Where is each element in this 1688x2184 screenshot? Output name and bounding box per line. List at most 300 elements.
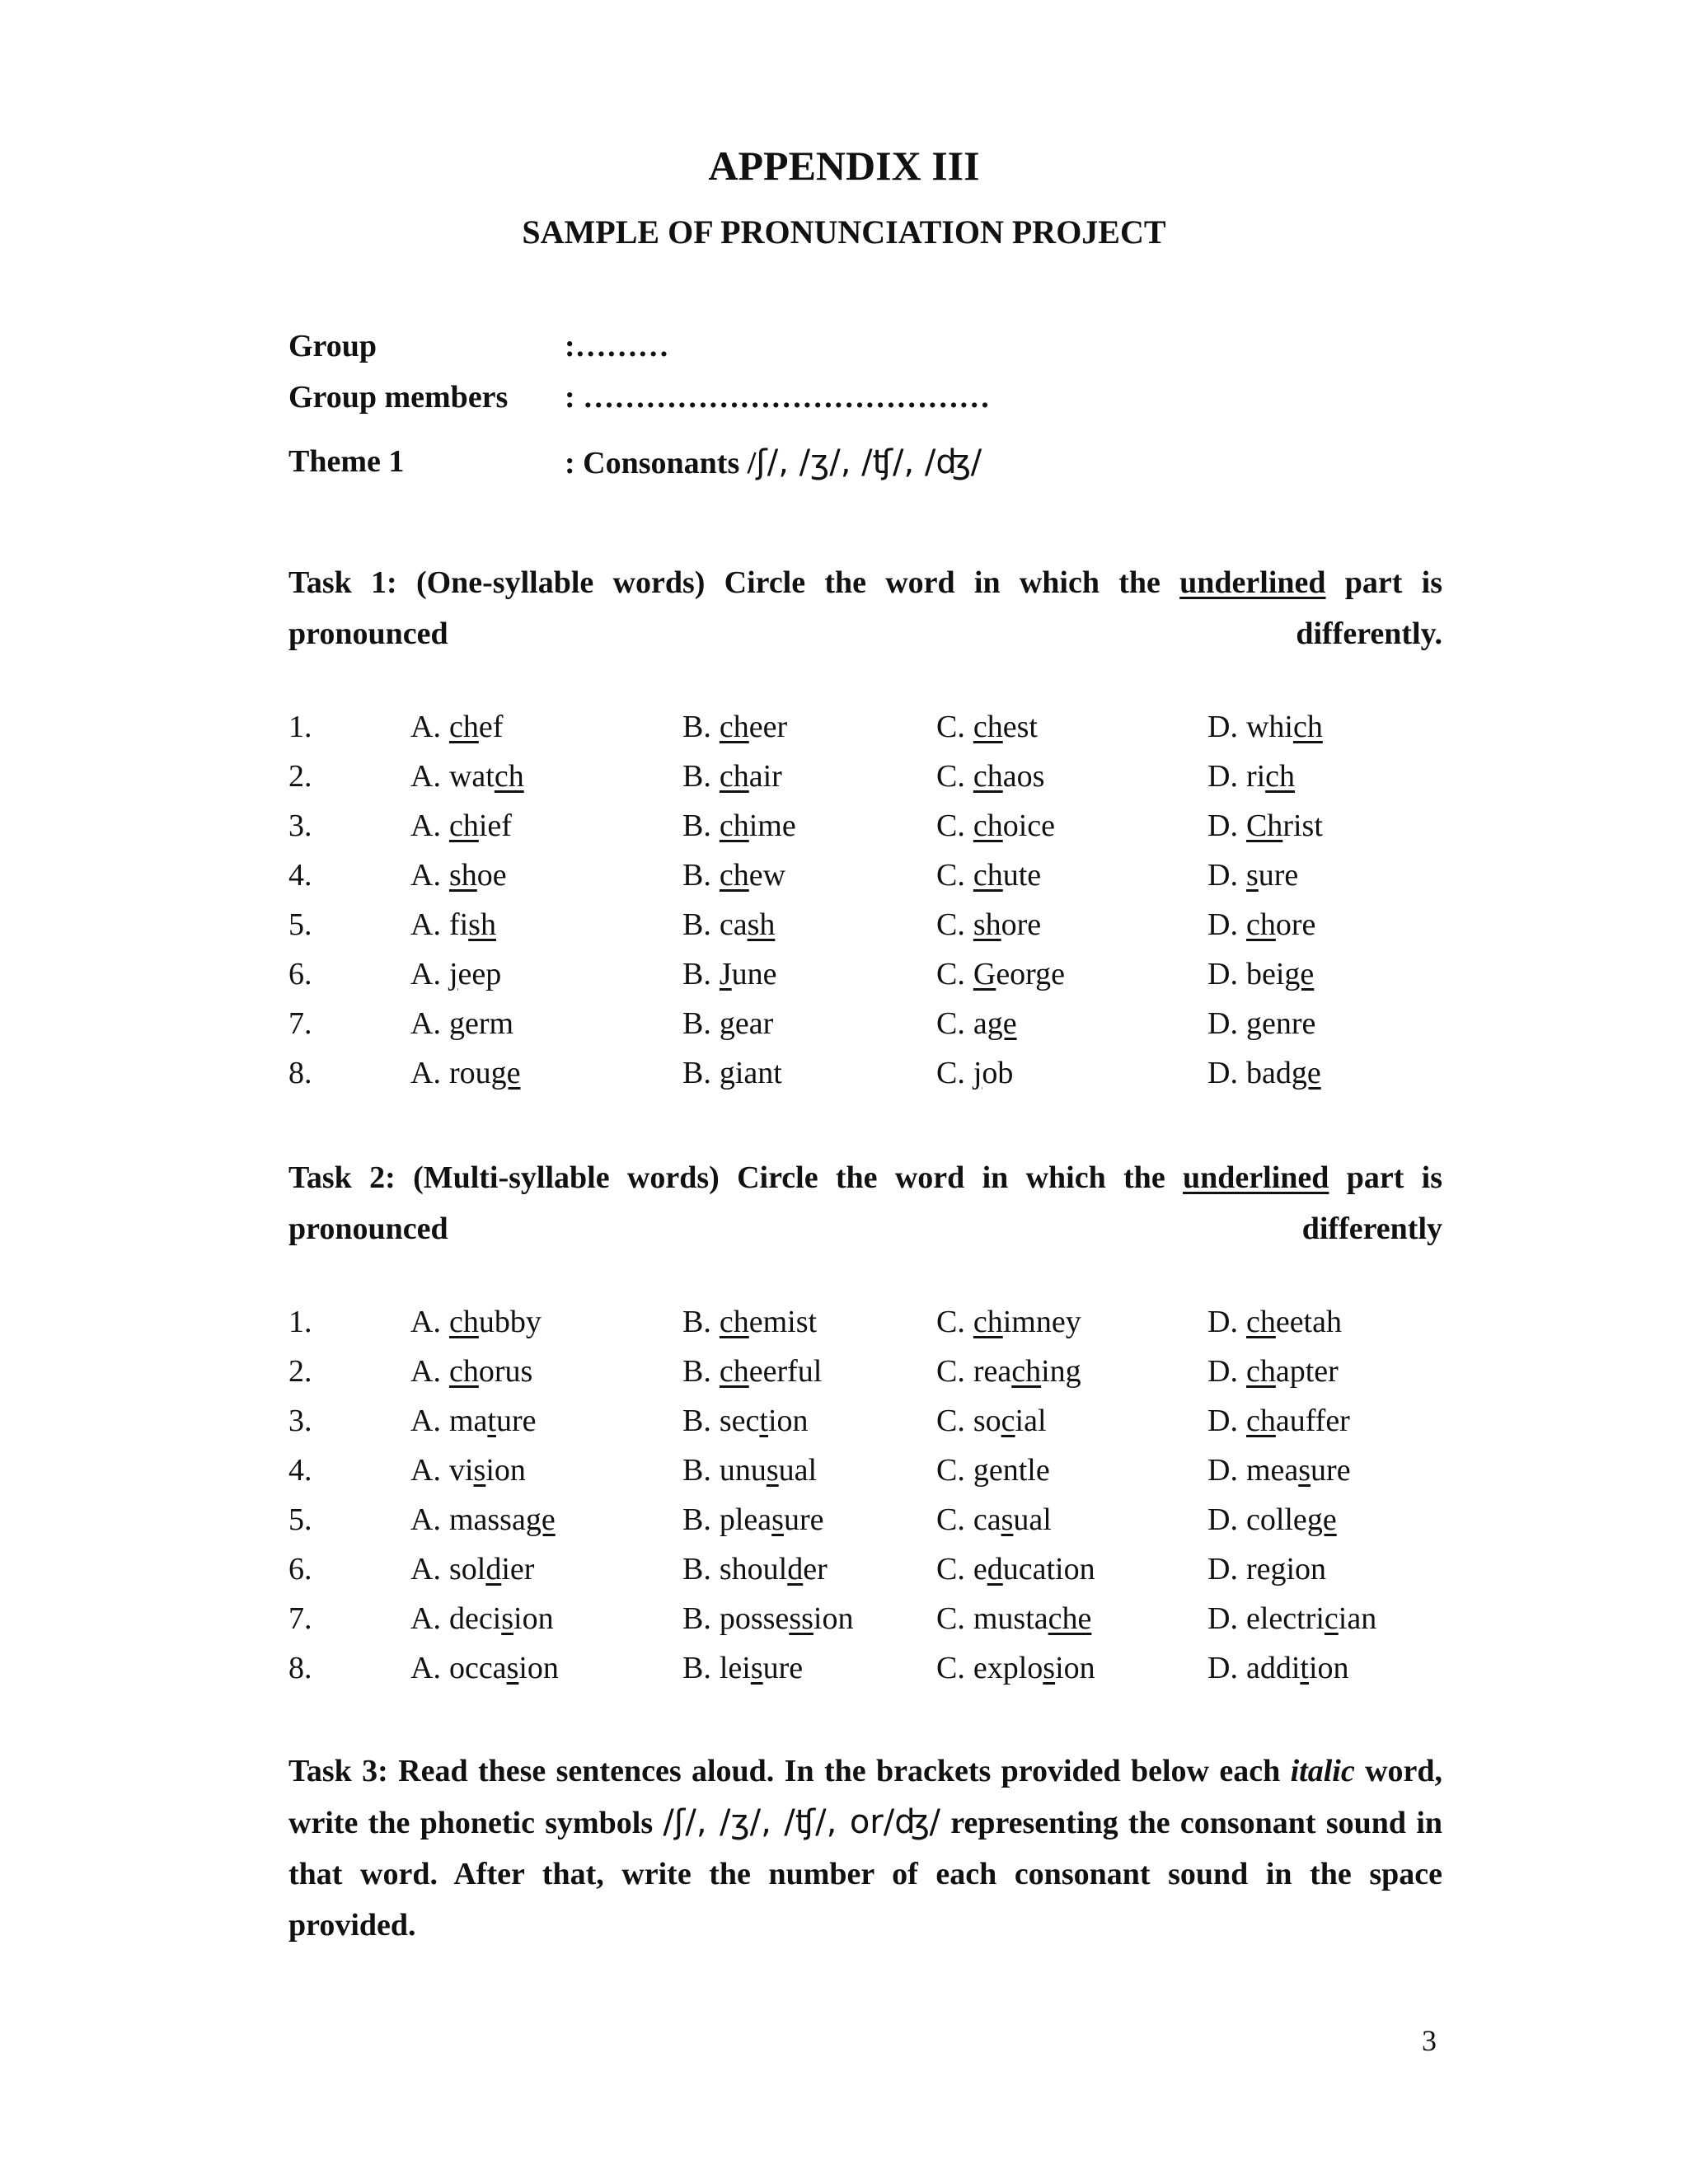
answer-option[interactable] (1207, 1650, 1349, 1686)
word-prefix: unu (719, 1453, 767, 1488)
word-underlined: ch (973, 808, 1003, 843)
answer-option[interactable] (682, 1005, 773, 1042)
question-number: 3. (288, 1404, 312, 1438)
word-underlined: g (1270, 1552, 1287, 1586)
word-suffix: ure (1258, 858, 1299, 893)
word-suffix: emist (748, 1305, 818, 1339)
word-prefix: bei (1245, 957, 1285, 991)
option-letter: D. (1207, 1502, 1238, 1537)
option-letter: D. (1207, 858, 1238, 893)
answer-option[interactable] (682, 1551, 828, 1587)
question-row (288, 1601, 1484, 1650)
word-suffix: ial (1015, 1404, 1047, 1438)
word-suffix: ime (748, 808, 796, 843)
answer-option[interactable] (1207, 1304, 1342, 1340)
option-letter: A. (410, 1552, 441, 1586)
answer-option[interactable] (1207, 1452, 1351, 1488)
word-prefix: mea (1245, 1453, 1299, 1488)
answer-option[interactable] (936, 1452, 1050, 1488)
word-underlined: s (1043, 1651, 1056, 1685)
answer-option[interactable] (936, 709, 1038, 745)
word-suffix: ion (485, 1453, 526, 1488)
word-prefix: e (973, 1552, 987, 1586)
word-underlined: ge (987, 1006, 1017, 1041)
answer-option[interactable] (682, 1502, 823, 1538)
word-suffix: une (731, 957, 777, 991)
word-underlined: s (771, 1502, 784, 1537)
option-letter: A. (410, 1502, 441, 1537)
word-underlined: ch (448, 1354, 479, 1389)
answer-option[interactable] (682, 1055, 782, 1091)
option-letter: C. (936, 1006, 965, 1041)
answer-option[interactable] (682, 1353, 822, 1390)
word-prefix: ma (448, 1404, 488, 1438)
word-suffix: erm (464, 1006, 514, 1041)
answer-option[interactable] (410, 1005, 513, 1042)
word-underlined: ch (719, 759, 749, 794)
word-suffix: ure (1311, 1453, 1351, 1488)
task2-outro: part is pronounced differently (288, 1160, 1443, 1246)
task2-items (288, 1304, 1484, 1699)
word-underlined: ch (1011, 1354, 1042, 1389)
word-underlined: c (1324, 1601, 1339, 1636)
option-letter: B. (682, 1354, 711, 1389)
word-suffix: oe (476, 858, 507, 893)
word-suffix: eer (748, 710, 788, 744)
question-row (288, 956, 1484, 1005)
word-suffix: oice (1002, 808, 1056, 843)
word-prefix: massa (448, 1502, 526, 1537)
theme-row (288, 443, 982, 481)
task1-instructions (288, 557, 1442, 659)
answer-option[interactable] (682, 1601, 853, 1637)
option-letter: A. (410, 759, 441, 794)
word-suffix: ion (518, 1651, 559, 1685)
question-row (288, 1650, 1484, 1699)
option-letter: A. (410, 1056, 441, 1090)
task3-label: Task 3: (288, 1754, 388, 1788)
word-suffix: ob (982, 1056, 1014, 1090)
word-underlined: d (787, 1552, 804, 1586)
word-underlined: g (1245, 1006, 1262, 1041)
word-suffix: ion (767, 1404, 809, 1438)
word-suffix: ion (1055, 1651, 1095, 1685)
answer-option[interactable] (936, 907, 1041, 943)
word-suffix: eerful (748, 1354, 823, 1389)
word-underlined: ge (525, 1502, 556, 1537)
option-letter: D. (1207, 1651, 1238, 1685)
answer-option[interactable] (936, 758, 1044, 794)
word-suffix: rist (1282, 808, 1323, 843)
question-row (288, 808, 1484, 857)
answer-option[interactable] (410, 1601, 554, 1637)
word-underlined: ch (719, 1354, 749, 1389)
question-row (288, 1055, 1484, 1104)
answer-option[interactable] (410, 808, 512, 844)
word-underlined: ch (1245, 1354, 1276, 1389)
word-underlined: s (750, 1651, 763, 1685)
word-prefix: posse (719, 1601, 790, 1636)
task1-keyword: underlined (1179, 565, 1326, 600)
answer-option[interactable] (682, 857, 785, 893)
word-prefix: plea (719, 1502, 772, 1537)
word-underlined: J (719, 957, 732, 991)
answer-option[interactable] (1207, 857, 1298, 893)
word-underlined: ch (1292, 710, 1323, 744)
word-underlined: d (987, 1552, 1003, 1586)
answer-option[interactable] (936, 1403, 1047, 1439)
word-suffix: imney (1002, 1305, 1081, 1339)
word-underlined: s (473, 1453, 486, 1488)
option-letter: C. (936, 1453, 965, 1488)
answer-option[interactable] (410, 709, 503, 745)
task3-italic-word: italic (1290, 1754, 1355, 1788)
option-letter: D. (1207, 1601, 1238, 1636)
word-prefix: bad (1245, 1056, 1292, 1090)
option-letter: A. (410, 1354, 441, 1389)
answer-option[interactable] (682, 709, 787, 745)
word-prefix: addi (1245, 1651, 1301, 1685)
task2-instructions (288, 1152, 1442, 1254)
question-number: 6. (288, 957, 312, 991)
task3-line2c: representing the consonant sound in that word. After that, write the number of each consonant sound in the space provided. (288, 1806, 1443, 1943)
question-number: 8. (288, 1651, 312, 1685)
answer-option[interactable] (936, 1502, 1052, 1538)
word-underlined: ch (719, 808, 749, 843)
answer-option[interactable] (682, 1304, 817, 1340)
word-prefix: vi (448, 1453, 474, 1488)
word-underlined: ch (719, 858, 749, 893)
word-underlined: ch (494, 759, 524, 794)
word-suffix: ef (478, 710, 504, 744)
word-prefix: ri (1245, 759, 1266, 794)
word-suffix: ubby (478, 1305, 542, 1339)
question-row (288, 1502, 1484, 1551)
option-letter: D. (1207, 1354, 1238, 1389)
word-prefix: occa (448, 1651, 507, 1685)
answer-option[interactable] (1207, 956, 1314, 992)
answer-option[interactable] (936, 956, 1065, 992)
option-letter: C. (936, 858, 965, 893)
option-letter: D. (1207, 808, 1238, 843)
answer-option[interactable] (410, 907, 496, 943)
word-suffix: est (1002, 710, 1038, 744)
option-letter: B. (682, 858, 711, 893)
word-underlined: s (506, 1651, 519, 1685)
option-letter: B. (682, 1502, 711, 1537)
word-suffix: ion (1286, 1552, 1327, 1586)
option-letter: B. (682, 1404, 711, 1438)
word-suffix: ear (734, 1006, 774, 1041)
word-prefix: shoul (719, 1552, 788, 1586)
option-letter: D. (1207, 957, 1238, 991)
word-underlined: g (973, 1453, 989, 1488)
answer-option[interactable] (682, 1452, 817, 1488)
group-row (288, 328, 669, 364)
answer-option[interactable] (1207, 1403, 1350, 1439)
answer-option[interactable] (1207, 1055, 1321, 1091)
question-number: 5. (288, 907, 312, 942)
question-number: 2. (288, 759, 312, 794)
word-underlined: ch (1245, 1404, 1276, 1438)
word-prefix: a (973, 1006, 987, 1041)
question-number: 3. (288, 808, 312, 843)
answer-option[interactable] (682, 907, 775, 943)
group-members-value: : ………………………………… (565, 380, 991, 415)
option-letter: A. (410, 858, 441, 893)
word-prefix: lei (719, 1651, 751, 1685)
question-row (288, 1551, 1484, 1601)
word-suffix: air (748, 759, 782, 794)
word-suffix: apter (1275, 1354, 1339, 1389)
word-prefix: colle (1245, 1502, 1307, 1537)
answer-option[interactable] (936, 808, 1055, 844)
theme-text: : Consonants / (565, 446, 757, 480)
option-letter: A. (410, 1305, 441, 1339)
theme-value (565, 443, 982, 481)
word-prefix: whi (1245, 710, 1293, 744)
option-letter: C. (936, 710, 965, 744)
option-letter: B. (682, 710, 711, 744)
word-suffix: ure (495, 1404, 537, 1438)
option-letter: B. (682, 1552, 711, 1586)
option-letter: B. (682, 1453, 711, 1488)
answer-option[interactable] (682, 1650, 803, 1686)
word-prefix: so (973, 1404, 1001, 1438)
word-underlined: che (1048, 1601, 1092, 1636)
question-row (288, 1403, 1484, 1452)
theme-symbols: ʃ/, /ʒ/, /ʧ/, /ʤ/ (756, 443, 982, 481)
question-number: 1. (288, 710, 312, 744)
option-letter: A. (410, 1601, 441, 1636)
option-letter: C. (936, 1305, 965, 1339)
word-suffix: ucation (1002, 1552, 1095, 1586)
theme-label: Theme 1 (288, 444, 405, 479)
option-letter: B. (682, 907, 711, 942)
page-title: APPENDIX III (708, 143, 980, 189)
word-underlined: ss (789, 1601, 814, 1636)
answer-option[interactable] (1207, 1601, 1376, 1637)
option-letter: D. (1207, 1453, 1238, 1488)
option-letter: A. (410, 710, 441, 744)
question-row (288, 758, 1484, 808)
word-underlined: t (487, 1404, 496, 1438)
question-number: 5. (288, 1502, 312, 1537)
question-number: 1. (288, 1305, 312, 1339)
word-prefix: explo (973, 1651, 1043, 1685)
word-underlined: sh (468, 907, 496, 942)
word-prefix: fi (448, 907, 469, 942)
word-suffix: orus (478, 1354, 533, 1389)
answer-option[interactable] (1207, 1353, 1339, 1390)
word-underlined: s (1298, 1453, 1311, 1488)
word-suffix: er (803, 1552, 828, 1586)
option-letter: C. (936, 957, 965, 991)
answer-option[interactable] (682, 1403, 809, 1439)
task2-label: Task 2: (288, 1160, 396, 1195)
question-row (288, 1005, 1484, 1055)
answer-option[interactable] (410, 1055, 520, 1091)
question-row (288, 1304, 1484, 1353)
answer-option[interactable] (936, 1650, 1095, 1686)
option-letter: C. (936, 808, 965, 843)
word-underlined: d (485, 1552, 502, 1586)
option-letter: D. (1207, 759, 1238, 794)
option-letter: C. (936, 1056, 965, 1090)
word-underlined: ch (1245, 1305, 1276, 1339)
word-prefix: ca (973, 1502, 1001, 1537)
word-underlined: ch (1265, 759, 1296, 794)
option-letter: C. (936, 1354, 965, 1389)
group-label: Group (288, 329, 377, 363)
word-suffix: iant (734, 1056, 782, 1090)
task1-items (288, 709, 1484, 1104)
word-prefix: re (1245, 1552, 1271, 1586)
task1-outro: part is pronounced differently. (288, 565, 1443, 651)
word-underlined: ge (1306, 1502, 1337, 1537)
task2-intro: (Multi-syllable words) Circle the word in which the (413, 1160, 1165, 1195)
option-letter: A. (410, 957, 441, 991)
page-number: 3 (1422, 2024, 1437, 2057)
option-letter: C. (936, 1552, 965, 1586)
group-members-label: Group members (288, 380, 509, 415)
answer-option[interactable] (936, 1304, 1081, 1340)
option-letter: C. (936, 1601, 965, 1636)
answer-option[interactable] (936, 1353, 1081, 1390)
answer-option[interactable] (936, 857, 1041, 893)
word-suffix: ier (501, 1552, 535, 1586)
option-letter: A. (410, 1006, 441, 1041)
option-letter: B. (682, 1601, 711, 1636)
option-letter: B. (682, 1305, 711, 1339)
answer-option[interactable] (410, 1304, 542, 1340)
question-number: 7. (288, 1601, 312, 1636)
option-letter: B. (682, 1056, 711, 1090)
question-row (288, 1452, 1484, 1502)
word-suffix: eorge (996, 957, 1066, 991)
word-prefix: ca (719, 907, 748, 942)
answer-option[interactable] (410, 1452, 526, 1488)
word-prefix: electri (1245, 1601, 1325, 1636)
word-suffix: ure (762, 1651, 804, 1685)
option-letter: D. (1207, 1006, 1238, 1041)
question-number: 7. (288, 1006, 312, 1041)
word-prefix: rou (448, 1056, 491, 1090)
option-letter: A. (410, 1453, 441, 1488)
option-letter: B. (682, 759, 711, 794)
word-suffix: ute (1002, 858, 1042, 893)
word-prefix: musta (973, 1601, 1048, 1636)
task1-intro: (One-syllable words) Circle the word in which the (415, 565, 1160, 600)
answer-option[interactable] (1207, 1502, 1337, 1538)
group-members-row (288, 379, 991, 415)
word-underlined: t (1300, 1651, 1309, 1685)
answer-option[interactable] (410, 1502, 556, 1538)
word-suffix: ore (1275, 907, 1316, 942)
word-underlined: sh (747, 907, 776, 942)
answer-option[interactable] (682, 956, 777, 992)
word-suffix: ing (1041, 1354, 1081, 1389)
answer-option[interactable] (1207, 808, 1323, 844)
answer-option[interactable] (682, 808, 796, 844)
answer-option[interactable] (682, 758, 782, 794)
option-letter: A. (410, 1404, 441, 1438)
answer-option[interactable] (410, 1551, 534, 1587)
word-suffix: ion (813, 1601, 854, 1636)
option-letter: B. (682, 1651, 711, 1685)
answer-option[interactable] (936, 1055, 1013, 1091)
option-letter: C. (936, 1502, 965, 1537)
word-suffix: ual (778, 1453, 818, 1488)
answer-option[interactable] (1207, 758, 1295, 794)
answer-option[interactable] (1207, 1005, 1315, 1042)
answer-option[interactable] (936, 1005, 1017, 1042)
option-letter: B. (682, 1006, 711, 1041)
word-underlined: ch (719, 710, 749, 744)
question-number: 6. (288, 1552, 312, 1586)
word-prefix: sec (719, 1404, 760, 1438)
option-letter: D. (1207, 1056, 1238, 1090)
option-letter: D. (1207, 1552, 1238, 1586)
question-row (288, 1353, 1484, 1403)
word-underlined: sh (448, 858, 477, 893)
option-letter: A. (410, 808, 441, 843)
answer-option[interactable] (936, 1551, 1095, 1587)
word-suffix: aos (1002, 759, 1045, 794)
word-suffix: ew (748, 858, 786, 893)
word-underlined: s (1001, 1502, 1014, 1537)
question-number: 4. (288, 1453, 312, 1488)
word-underlined: ch (973, 1305, 1003, 1339)
word-suffix: ure (783, 1502, 824, 1537)
answer-option[interactable] (410, 758, 524, 794)
answer-option[interactable] (1207, 907, 1315, 943)
word-underlined: ch (448, 710, 479, 744)
word-prefix: rea (973, 1354, 1012, 1389)
answer-option[interactable] (410, 1353, 532, 1390)
word-underlined: ch (448, 808, 479, 843)
answer-option[interactable] (1207, 709, 1323, 745)
word-underlined: ch (973, 710, 1003, 744)
answer-option[interactable] (410, 1403, 536, 1439)
answer-option[interactable] (410, 1650, 559, 1686)
word-underlined: ge (1291, 1056, 1321, 1090)
option-letter: C. (936, 907, 965, 942)
word-underlined: t (759, 1404, 768, 1438)
option-letter: B. (682, 957, 711, 991)
word-underlined: Ch (1245, 808, 1283, 843)
task3-symbols: /ʃ/, /ʒ/, /ʧ/, or/ʤ/ (663, 1803, 941, 1841)
answer-option[interactable] (936, 1601, 1091, 1637)
task3-instructions (288, 1746, 1442, 1951)
option-letter: D. (1207, 1404, 1238, 1438)
group-value: :……… (565, 329, 669, 363)
option-letter: C. (936, 759, 965, 794)
word-suffix: ian (1338, 1601, 1377, 1636)
task3-line2a: word, write the phonetic symbols (288, 1754, 1443, 1840)
word-underlined: s (766, 1453, 779, 1488)
question-row (288, 907, 1484, 956)
question-row (288, 709, 1484, 758)
answer-option[interactable] (410, 857, 507, 893)
answer-option[interactable] (1207, 1551, 1326, 1587)
option-letter: C. (936, 1404, 965, 1438)
page-subtitle: SAMPLE OF PRONUNCIATION PROJECT (522, 213, 1166, 251)
word-prefix: wat (448, 759, 495, 794)
word-underlined: G (973, 957, 996, 991)
answer-option[interactable] (410, 956, 501, 992)
option-letter: D. (1207, 907, 1238, 942)
